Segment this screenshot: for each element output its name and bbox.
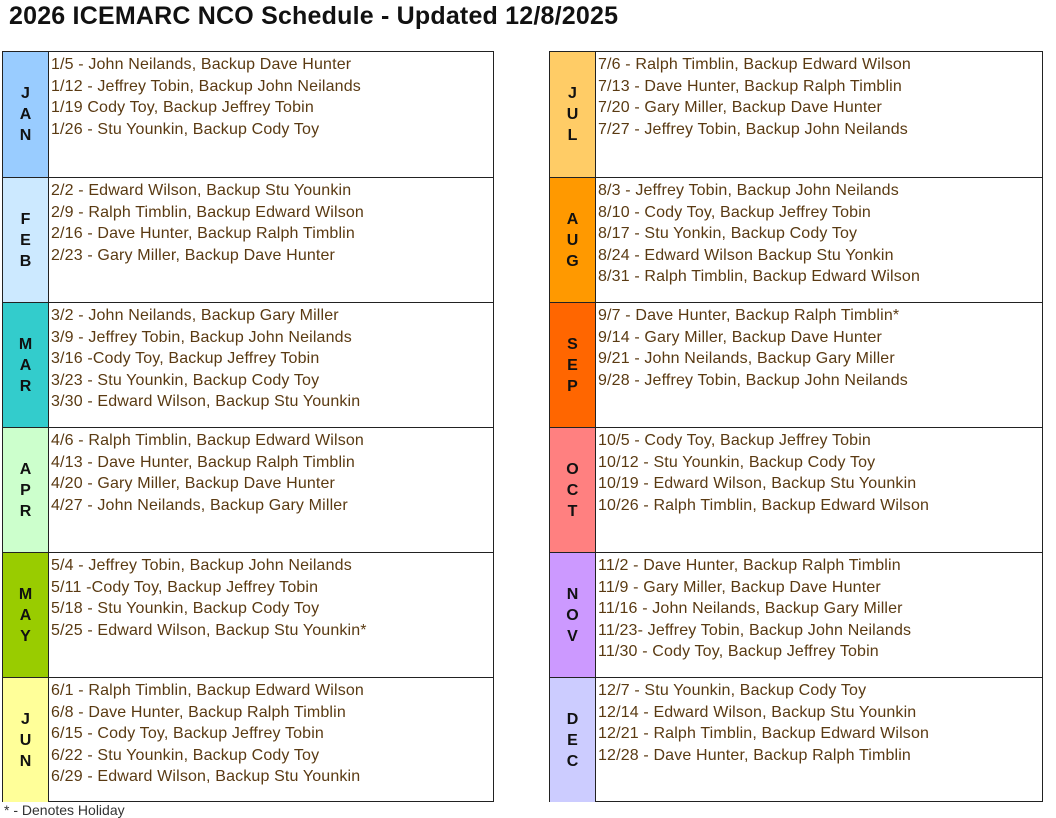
schedule-entry: 10/5 - Cody Toy, Backup Jeffrey Tobin bbox=[598, 432, 871, 449]
schedule-entry: 3/30 - Edward Wilson, Backup Stu Younkin bbox=[51, 393, 361, 410]
schedule-entry: 6/1 - Ralph Timblin, Backup Edward Wilson bbox=[51, 682, 364, 699]
month-letter: J bbox=[21, 710, 30, 728]
schedule-entry: 1/5 - John Neilands, Backup Dave Hunter bbox=[51, 56, 352, 73]
schedule-entries bbox=[596, 178, 1042, 302]
schedule-entries bbox=[596, 553, 1042, 677]
schedule-entry: 8/10 - Cody Toy, Backup Jeffrey Tobin bbox=[598, 203, 871, 221]
schedule-entry: 5/4 - Jeffrey Tobin, Backup John Neilands bbox=[51, 557, 352, 574]
schedule-entry: 3/9 - Jeffrey Tobin, Backup John Neilands bbox=[51, 328, 352, 346]
month-label-cell bbox=[550, 52, 596, 177]
month-row-aug bbox=[550, 177, 1042, 302]
schedule-entries bbox=[596, 678, 1042, 802]
month-letter: D bbox=[566, 710, 579, 728]
month-letter: C bbox=[566, 752, 579, 770]
schedule-entries bbox=[596, 428, 1042, 552]
schedule-entry: 12/14 - Edward Wilson, Backup Stu Younkin bbox=[598, 703, 917, 721]
month-letter: R bbox=[19, 502, 32, 520]
month-label-cell bbox=[550, 303, 596, 427]
schedule-entries bbox=[596, 52, 1042, 177]
schedule-entry: 9/14 - Gary Miller, Backup Dave Hunter bbox=[598, 328, 883, 346]
month-letter: C bbox=[566, 481, 579, 499]
month-row-oct bbox=[550, 427, 1042, 552]
schedule-entry: 11/30 - Cody Toy, Backup Jeffrey Tobin bbox=[598, 643, 879, 660]
month-letter: E bbox=[567, 356, 578, 374]
schedule-entry: 9/21 - John Neilands, Backup Gary Miller bbox=[598, 350, 895, 367]
month-letter: A bbox=[19, 606, 32, 624]
schedule-entry: 9/28 - Jeffrey Tobin, Backup John Neilands bbox=[598, 371, 908, 389]
month-row-apr bbox=[3, 427, 493, 552]
schedule-entry: 6/29 - Edward Wilson, Backup Stu Younkin bbox=[51, 768, 361, 785]
month-letter: E bbox=[20, 231, 31, 249]
schedule-entry: 4/13 - Dave Hunter, Backup Ralph Timblin bbox=[51, 453, 355, 471]
schedule-entry: 4/27 - John Neilands, Backup Gary Miller bbox=[51, 496, 348, 514]
schedule-entry: 5/25 - Edward Wilson, Backup Stu Younkin* bbox=[51, 621, 367, 639]
month-label-cell bbox=[3, 678, 49, 802]
schedule-entry: 8/31 - Ralph Timblin, Backup Edward Wilson bbox=[598, 268, 920, 285]
schedule-entry: 2/16 - Dave Hunter, Backup Ralph Timblin bbox=[51, 225, 355, 242]
month-letter: A bbox=[19, 356, 32, 374]
month-letter: S bbox=[567, 335, 578, 353]
month-label-cell bbox=[550, 428, 596, 552]
schedule-entry: 8/17 - Stu Yonkin, Backup Cody Toy bbox=[598, 225, 858, 242]
month-letter: O bbox=[566, 606, 579, 624]
month-letter: U bbox=[19, 731, 32, 749]
schedule-entries bbox=[49, 52, 493, 177]
schedule-entry: 8/24 - Edward Wilson Backup Stu Yonkin bbox=[598, 246, 894, 264]
schedule-entry: 2/23 - Gary Miller, Backup Dave Hunter bbox=[51, 246, 336, 264]
schedule-entry: 7/13 - Dave Hunter, Backup Ralph Timblin bbox=[598, 77, 902, 95]
month-letter: U bbox=[566, 106, 579, 123]
schedule-entries bbox=[49, 303, 493, 427]
month-letter: M bbox=[18, 335, 33, 353]
schedule-entry: 1/12 - Jeffrey Tobin, Backup John Neilands bbox=[51, 77, 361, 95]
schedule-entry: 11/2 - Dave Hunter, Backup Ralph Timblin bbox=[598, 557, 901, 574]
month-letter: V bbox=[567, 627, 578, 645]
schedule-entry: 12/21 - Ralph Timblin, Backup Edward Wilson bbox=[598, 725, 930, 742]
month-letter: B bbox=[19, 252, 32, 270]
month-label-cell bbox=[550, 178, 596, 302]
month-letter: N bbox=[19, 752, 32, 770]
month-row-nov bbox=[550, 552, 1042, 677]
month-letter: T bbox=[567, 502, 578, 520]
month-label-cell bbox=[550, 553, 596, 677]
month-letter: J bbox=[21, 85, 30, 102]
schedule-entry: 3/23 - Stu Younkin, Backup Cody Toy bbox=[51, 371, 320, 389]
schedule-entry: 11/9 - Gary Miller, Backup Dave Hunter bbox=[598, 578, 881, 596]
month-letter: L bbox=[567, 127, 578, 144]
schedule-entry: 5/18 - Stu Younkin, Backup Cody Toy bbox=[51, 600, 320, 617]
month-letter: P bbox=[567, 377, 578, 395]
month-row-jun bbox=[3, 677, 493, 802]
month-label-cell bbox=[3, 303, 49, 427]
month-letter: M bbox=[18, 585, 33, 603]
schedule-entries bbox=[596, 303, 1042, 427]
schedule-entry: 10/26 - Ralph Timblin, Backup Edward Wilson bbox=[598, 496, 930, 514]
month-letter: J bbox=[568, 85, 577, 102]
schedule-entries bbox=[49, 553, 493, 677]
schedule-entry: 10/19 - Edward Wilson, Backup Stu Younkin bbox=[598, 475, 917, 492]
month-letter: F bbox=[20, 210, 31, 228]
schedule-entry: 1/19 Cody Toy, Backup Jeffrey Tobin bbox=[51, 99, 314, 116]
month-row-jul bbox=[550, 52, 1042, 177]
schedule-entry: 3/2 - John Neilands, Backup Gary Miller bbox=[51, 307, 339, 324]
month-row-feb bbox=[3, 177, 493, 302]
schedule-panel-jan-jun bbox=[2, 51, 494, 802]
month-row-may bbox=[3, 552, 493, 677]
schedule-panel-jul-dec bbox=[549, 51, 1043, 802]
month-letter: R bbox=[19, 377, 32, 395]
schedule-entry: 8/3 - Jeffrey Tobin, Backup John Neilands bbox=[598, 182, 899, 199]
schedule-entry: 2/9 - Ralph Timblin, Backup Edward Wilson bbox=[51, 203, 364, 221]
month-label-cell bbox=[3, 553, 49, 677]
schedule-entries bbox=[49, 428, 493, 552]
schedule-entries bbox=[49, 678, 493, 802]
schedule-entry: 4/6 - Ralph Timblin, Backup Edward Wilson bbox=[51, 432, 364, 449]
month-row-sep bbox=[550, 302, 1042, 427]
schedule-entry: 12/28 - Dave Hunter, Backup Ralph Timblin bbox=[598, 746, 911, 764]
schedule-entry: 6/15 - Cody Toy, Backup Jeffrey Tobin bbox=[51, 725, 324, 742]
schedule-entry: 9/7 - Dave Hunter, Backup Ralph Timblin* bbox=[598, 307, 900, 324]
schedule-entry: 7/20 - Gary Miller, Backup Dave Hunter bbox=[598, 99, 883, 116]
month-label-cell bbox=[550, 678, 596, 802]
holiday-footnote: * - Denotes Holiday bbox=[4, 802, 125, 818]
schedule-entries bbox=[49, 178, 493, 302]
month-letter: N bbox=[566, 585, 579, 603]
schedule-entry: 5/11 -Cody Toy, Backup Jeffrey Tobin bbox=[51, 578, 319, 596]
month-letter: A bbox=[19, 460, 32, 478]
schedule-entry: 1/26 - Stu Younkin, Backup Cody Toy bbox=[51, 120, 320, 138]
month-letter: U bbox=[566, 231, 579, 249]
month-row-mar bbox=[3, 302, 493, 427]
month-letter: G bbox=[566, 252, 579, 270]
month-letter: N bbox=[19, 127, 32, 144]
schedule-entry: 3/16 -Cody Toy, Backup Jeffrey Tobin bbox=[51, 350, 320, 367]
month-row-dec bbox=[550, 677, 1042, 802]
month-label-cell bbox=[3, 178, 49, 302]
schedule-entry: 7/6 - Ralph Timblin, Backup Edward Wilson bbox=[598, 56, 911, 73]
schedule-entry: 7/27 - Jeffrey Tobin, Backup John Neilands bbox=[598, 120, 908, 138]
schedule-entry: 6/8 - Dave Hunter, Backup Ralph Timblin bbox=[51, 703, 346, 721]
month-letter: A bbox=[19, 106, 32, 123]
schedule-entry: 6/22 - Stu Younkin, Backup Cody Toy bbox=[51, 746, 320, 764]
month-letter: O bbox=[566, 460, 579, 478]
month-label-cell bbox=[3, 428, 49, 552]
schedule-entry: 2/2 - Edward Wilson, Backup Stu Younkin bbox=[51, 182, 352, 199]
schedule-entry: 12/7 - Stu Younkin, Backup Cody Toy bbox=[598, 682, 867, 699]
month-label-cell bbox=[3, 52, 49, 177]
month-letter: P bbox=[20, 481, 31, 499]
schedule-entry: 11/23- Jeffrey Tobin, Backup John Neilands bbox=[598, 621, 912, 639]
schedule-entry: 10/12 - Stu Younkin, Backup Cody Toy bbox=[598, 453, 876, 471]
schedule-entry: 4/20 - Gary Miller, Backup Dave Hunter bbox=[51, 475, 336, 492]
month-letter: Y bbox=[20, 627, 31, 645]
schedule-entry: 11/16 - John Neilands, Backup Gary Miller bbox=[598, 600, 903, 617]
month-letter: A bbox=[566, 210, 579, 228]
month-row-jan bbox=[3, 52, 493, 177]
month-letter: E bbox=[567, 731, 578, 749]
page-title: 2026 ICEMARC NCO Schedule - Updated 12/8/2025 bbox=[9, 2, 619, 30]
